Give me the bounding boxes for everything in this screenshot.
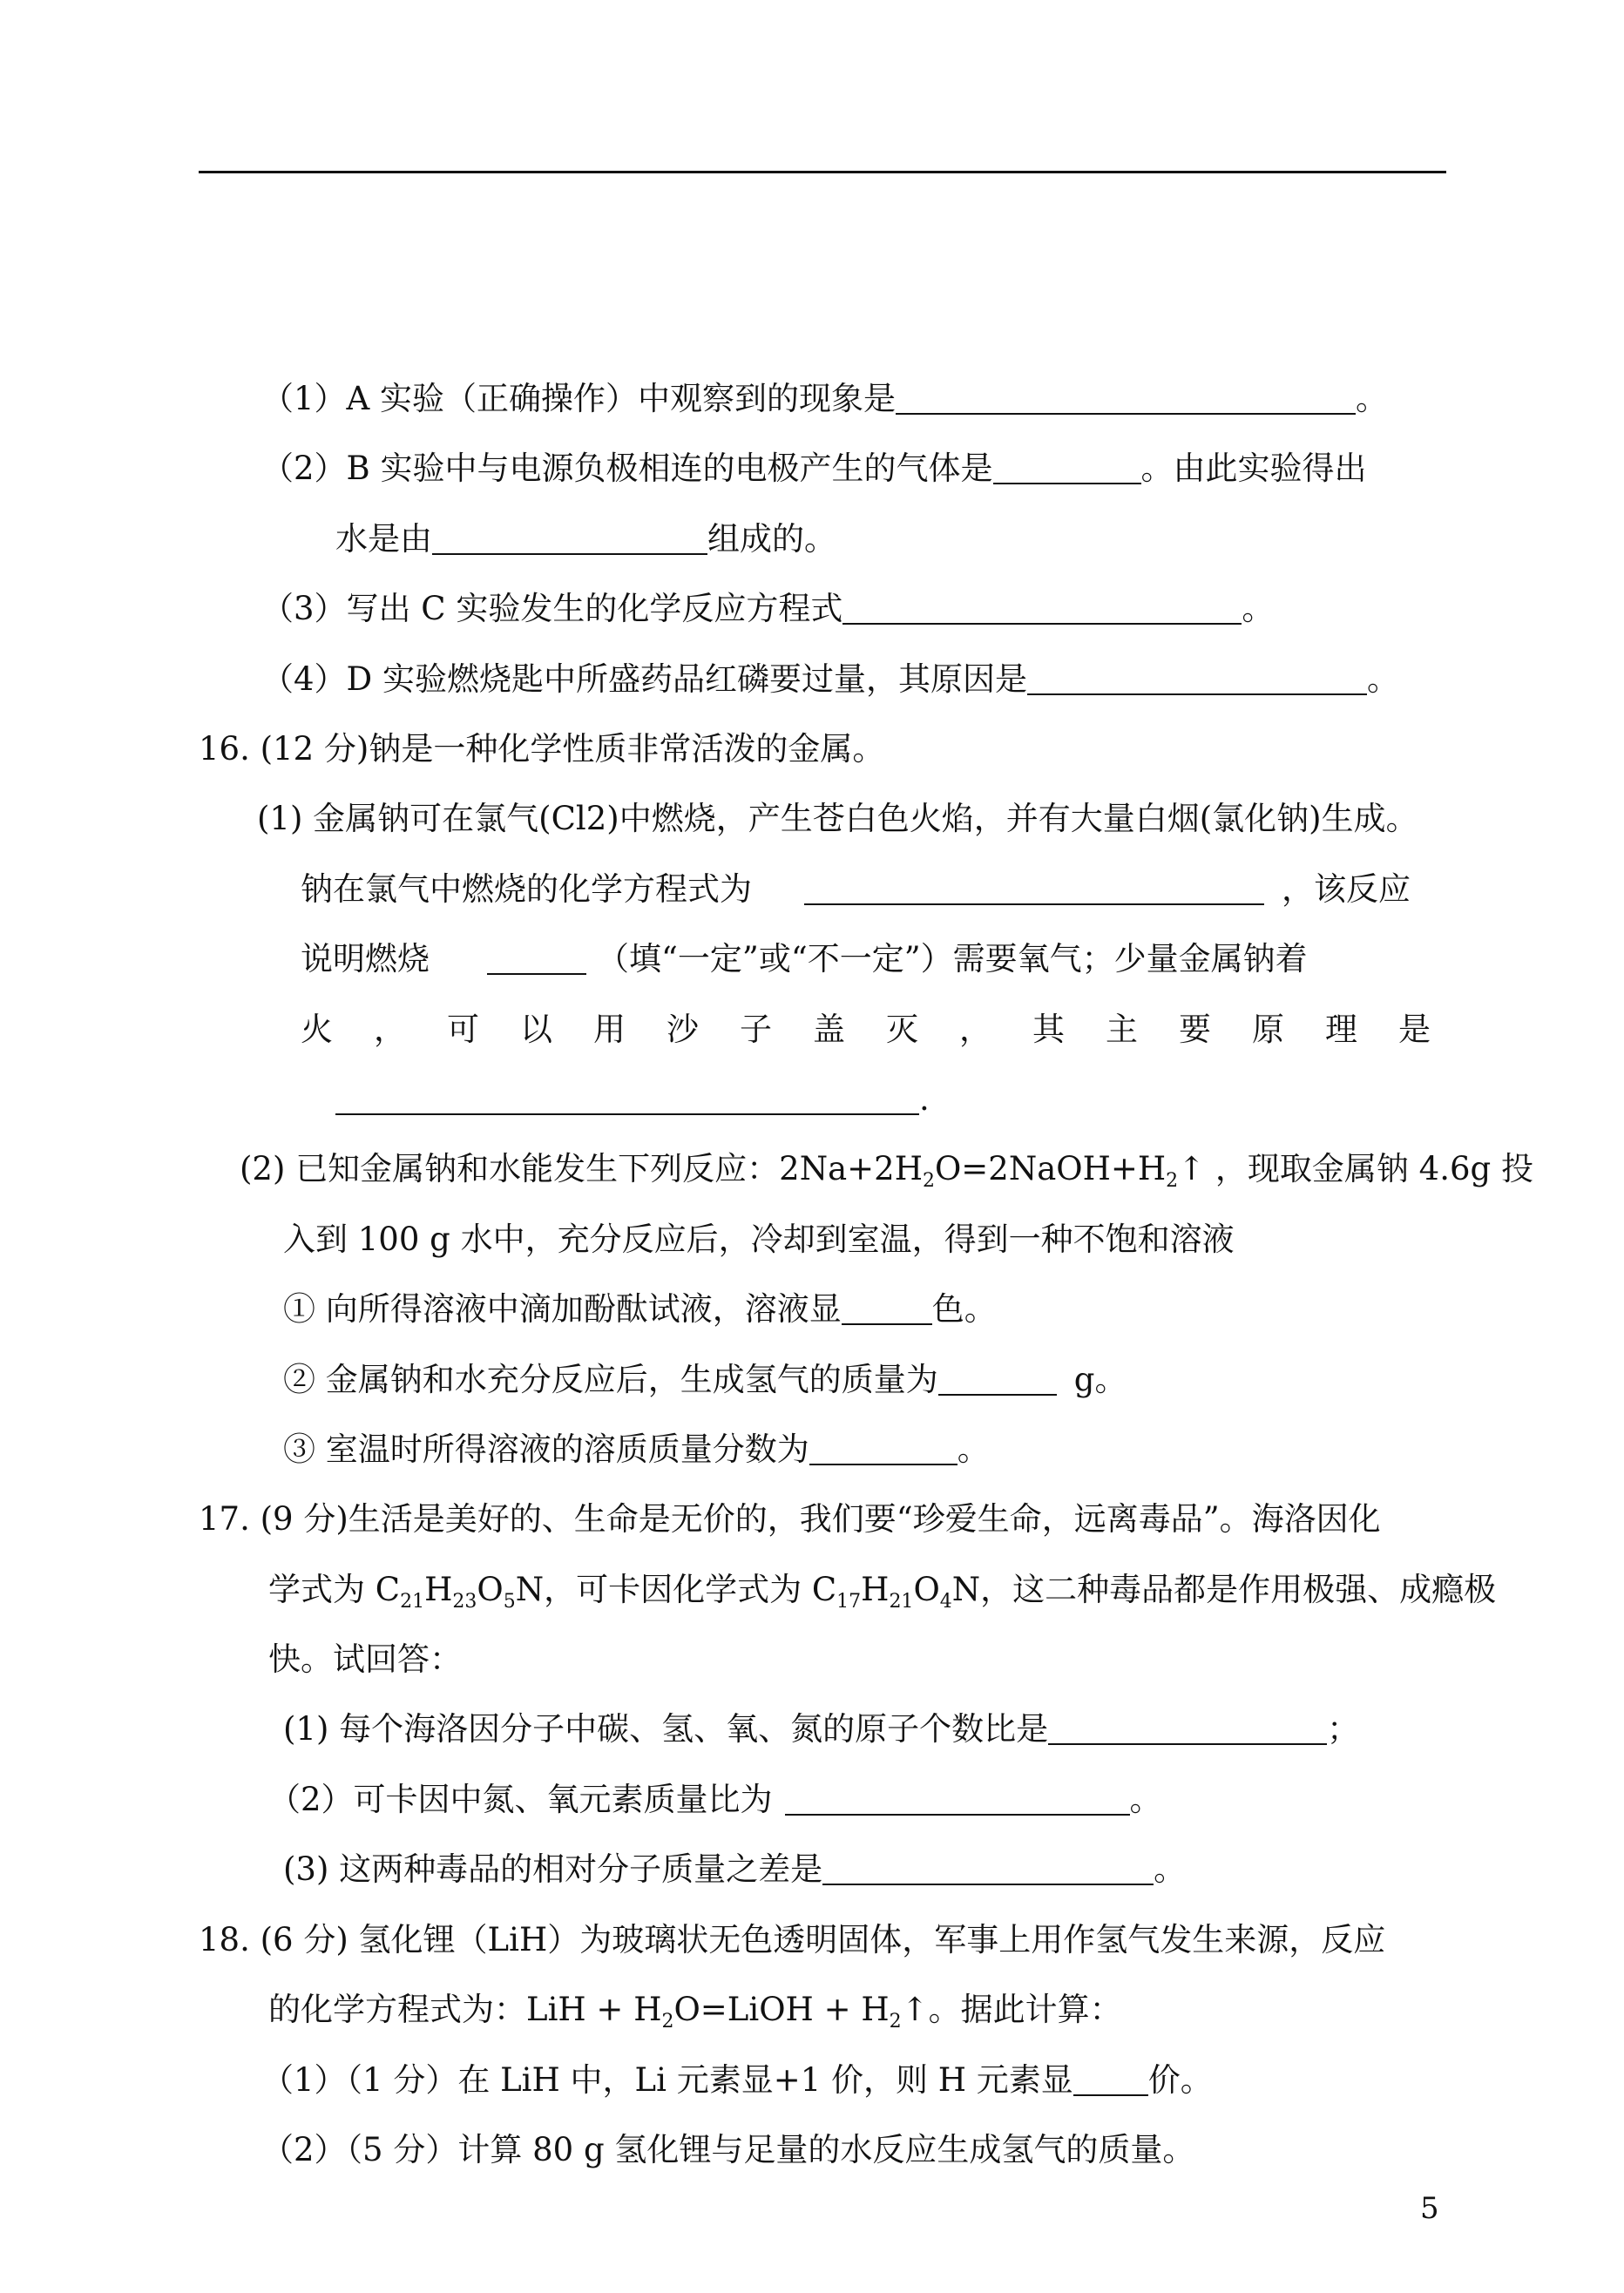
answer-blank[interactable] — [842, 1294, 932, 1325]
page-number: 5 — [1420, 2191, 1439, 2226]
q18-sub2: （2）（5 分）计算 80 g 氢化锂与足量的水反应生成氢气的质量。 — [261, 2131, 1195, 2168]
q17-heading: 17. (9 分)生活是美好的、生命是无价的，我们要“珍爱生命，远离毒品”。海洛因化 — [199, 1500, 1381, 1538]
q17-line3: 快。试回答： — [268, 1640, 462, 1678]
answer-blank[interactable] — [487, 944, 586, 975]
answer-blank[interactable] — [785, 1784, 1130, 1816]
q15-sub1: （1）A 实验（正确操作）中观察到的现象是 。 — [261, 380, 1389, 417]
answer-blank[interactable] — [1048, 1714, 1327, 1745]
answer-blank[interactable] — [335, 1084, 919, 1115]
q16-part1-line4: 火，可以用沙子盖灭，其主要原理是 — [301, 1011, 1472, 1048]
q15-sub3: （3）写出 C 实验发生的化学反应方程式 。 — [261, 590, 1275, 627]
answer-blank[interactable] — [896, 383, 1356, 415]
answer-blank[interactable] — [804, 874, 1264, 905]
q16-item2: ② 金属钠和水充分反应后，生成氢气的质量为 g。 — [283, 1361, 1127, 1398]
answer-blank[interactable] — [1027, 664, 1367, 695]
answer-blank[interactable] — [938, 1364, 1057, 1396]
q17-sub3: (3) 这两种毒品的相对分子质量之差是 。 — [283, 1850, 1187, 1888]
answer-blank[interactable] — [842, 593, 1242, 625]
q16-part1: (1) 金属钠可在氯气(Cl2)中燃烧，产生苍白色火焰，并有大量白烟(氯化钠)生成。 — [257, 800, 1418, 837]
q15-sub2: （2）B 实验中与电源负极相连的电极产生的气体是 。由此实验得出 — [261, 450, 1367, 487]
q16-part1-line5: . — [335, 1080, 930, 1119]
q17-sub1: (1) 每个海洛因分子中碳、氢、氧、氮的原子个数比是 ； — [283, 1710, 1360, 1748]
answer-blank[interactable] — [809, 1434, 957, 1465]
q18-heading: 18. (6 分) 氢化锂（LiH）为玻璃状无色透明固体，军事上用作氢气发生来源，反应 — [199, 1921, 1386, 1958]
q16-part1-line3: 说明燃烧 （填“一定”或“不一定”）需要氧气；少量金属钠着 — [301, 940, 1308, 977]
q16-item3: ③ 室温时所得溶液的溶质质量分数为 。 — [283, 1431, 990, 1468]
q17-sub2: （2）可卡因中氮、氧元素质量比为 。 — [268, 1781, 1162, 1818]
header-rule — [199, 171, 1446, 173]
q15-sub2-cont: 水是由 组成的。 — [335, 520, 836, 558]
answer-blank[interactable] — [1073, 2065, 1148, 2096]
answer-blank[interactable] — [822, 1854, 1154, 1885]
q16-part1-line2: 钠在氯气中燃烧的化学方程式为 ，该反应 — [301, 870, 1411, 908]
q15-sub4: （4）D 实验燃烧匙中所盛药品红磷要过量，其原因是 。 — [261, 660, 1399, 698]
q16-part2-line2: 入到 100 g 水中，充分反应后，冷却到室温，得到一种不饱和溶液 — [283, 1221, 1235, 1258]
q16-part2: (2) 已知金属钠和水能发生下列反应：$2Na+2H_2O=2NaOH+H_2↑$ ，现取金属钠 4.6g 投 — [240, 1150, 1533, 1192]
q17-formula-line: 学式为 $C_{21}H_{23}O_5N$，可卡因化学式为 $C_{17}H_{21}O_4N$，这二种毒品都是作用极强、成瘾极 — [268, 1571, 1497, 1613]
answer-blank[interactable] — [993, 453, 1141, 484]
q16-item1: ① 向所得溶液中滴加酚酞试液，溶液显 色。 — [283, 1290, 997, 1328]
q18-sub1: （1）（1 分）在 LiH 中，Li 元素显+1 价，则 H 元素显 价。 — [261, 2061, 1213, 2099]
answer-blank[interactable] — [432, 524, 707, 555]
q18-equation-line: 的化学方程式为：LiH + $H_2O=LiOH$ + $H_2↑$。据此计算： — [268, 1991, 1122, 2033]
q16-heading: 16. (12 分)钠是一种化学性质非常活泼的金属。 — [199, 730, 885, 768]
